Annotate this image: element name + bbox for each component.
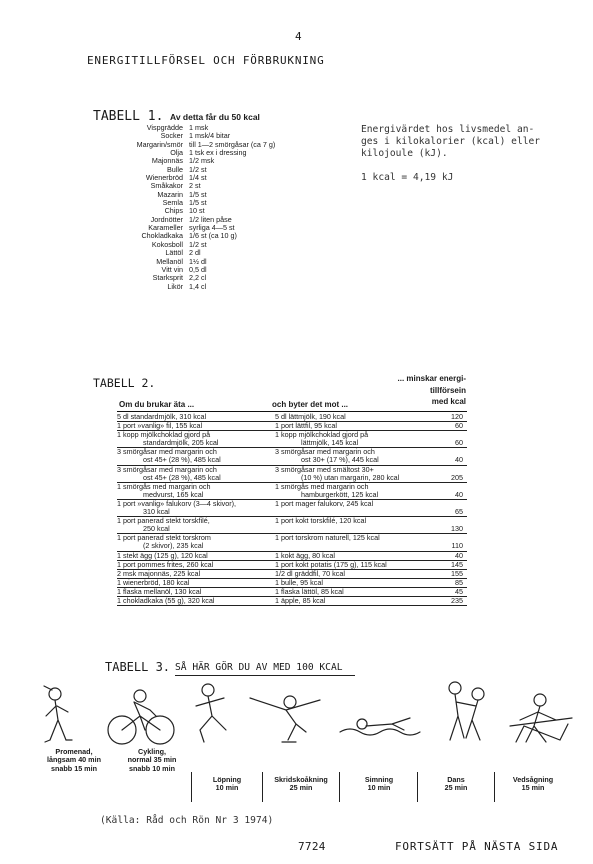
table3-title-rule	[175, 675, 355, 676]
table3-title: SÅ HÄR GÖR DU AV MED 100 KCAL	[175, 662, 343, 673]
table1-food: Starksprit	[152, 273, 183, 283]
activity-time: 15 min	[521, 783, 545, 793]
table2-current-food	[117, 466, 271, 482]
table2-row	[117, 534, 467, 551]
table1-food: Karameller	[148, 223, 183, 233]
table1-food: Margarin/smör	[136, 139, 183, 149]
table1-row	[119, 274, 309, 282]
table2-kcal-saved: 40	[455, 455, 463, 465]
table1-amount: 1 msk	[189, 123, 209, 132]
divider	[494, 772, 495, 802]
cell-line: 1 port kokt potatis (175 g), 115 kcal	[275, 559, 387, 569]
activity-skating	[263, 776, 339, 793]
table2-row	[117, 597, 467, 606]
cell-line: 2 msk majonnäs, 225 kcal	[117, 568, 201, 578]
table2-kcal-saved: 205	[451, 472, 463, 482]
cell-line: 1 äpple, 85 kcal	[275, 595, 326, 605]
activity-name: Promenad,	[55, 747, 93, 756]
table2-row	[117, 483, 467, 500]
table2-current-food	[117, 552, 271, 560]
footer-continue: FORTSÄTT PÅ NÄSTA SIDA	[395, 840, 559, 853]
table1-row	[119, 258, 309, 266]
table2-replacement-food	[271, 431, 445, 447]
table1-amount: 1/5 st	[189, 189, 207, 199]
table1-food: Småkakor	[150, 181, 183, 191]
table2-replacement-food	[271, 466, 445, 482]
table1-amount: 2,2 cl	[189, 273, 207, 283]
cell-line: 1 kopp mjölkchoklad gjord på	[117, 430, 211, 440]
table2-kcal-saved: 65	[455, 507, 463, 517]
cell-line: 1 port panerad stekt torskfilé,	[117, 516, 210, 526]
table2-kcal-saved: 40	[455, 489, 463, 499]
activity-time: snabb 10 min	[129, 763, 175, 773]
table1-amount: 1/6 st (ca 10 g)	[189, 231, 237, 241]
table2-right-header	[360, 373, 466, 408]
table1-amount: syrliga 4—5 st	[189, 223, 235, 233]
table2-row	[117, 448, 467, 465]
page-heading: ENERGITILLFÖRSEL OCH FÖRBRUKNING	[87, 54, 325, 67]
table1-food: Olja	[170, 148, 183, 158]
activity-cycling	[112, 748, 192, 773]
cell-line: medvurst, 165 kcal	[143, 489, 204, 499]
activity-swimming	[341, 776, 417, 793]
table2-current-food	[117, 413, 271, 421]
table1-amount: 1 msk/4 bitar	[189, 131, 231, 141]
table2-row	[117, 500, 467, 517]
cell-line: 1 bulle, 95 kcal	[275, 577, 323, 587]
table1-amount: 1½ dl	[189, 256, 207, 266]
activity-time: långsam 40 min	[47, 755, 101, 765]
activity-time: normal 35 min	[127, 755, 177, 765]
table2-row	[117, 466, 467, 483]
cell-line: 1 port »vanlig» falukorv (3—4 skivor),	[117, 498, 237, 508]
activity-name: Simning	[364, 775, 394, 784]
cell-line: 3 smörgåsar med margarin och	[117, 447, 217, 457]
table2-kcal-saved: 60	[455, 421, 463, 431]
table1-amount: 1/5 st	[189, 198, 207, 208]
table2-replacement-food	[271, 422, 445, 430]
table1-row	[119, 283, 309, 291]
table2-kcal-saved: 40	[455, 550, 463, 560]
cell-line: 1 stekt ägg (125 g), 120 kcal	[117, 550, 208, 560]
divider	[417, 772, 418, 802]
table2-current-food	[117, 588, 271, 596]
table2-kcal-saved: 110	[451, 541, 463, 551]
walking-figure-icon	[44, 686, 72, 742]
table2-current-food	[117, 448, 271, 464]
header-right-line: ... minskar energi-	[397, 374, 466, 383]
table2-kcal-saved: 120	[451, 412, 463, 421]
note-line: Energivärdet hos livsmedel an-	[361, 124, 535, 135]
table2-replacement-food	[271, 588, 445, 596]
cell-line: 1 kokt ägg, 80 kcal	[275, 550, 335, 560]
table1-amount: 0,5 dl	[189, 264, 207, 274]
table2-replacement-food	[271, 597, 445, 605]
table1-food: Kokosboll	[151, 239, 183, 249]
cell-line: 1 port mager falukorv, 245 kcal	[275, 498, 374, 508]
table1-amount: 2 st	[189, 181, 201, 191]
cell-line: 1 flaska mellanöl, 130 kcal	[117, 586, 202, 596]
table2-replacement-food	[271, 552, 445, 560]
cell-line: standardmjölk, 205 kcal	[143, 438, 219, 448]
cell-line: 310 kcal	[143, 507, 170, 517]
header-right-line: tillförsein	[429, 385, 466, 395]
table1-food: Vitt vin	[161, 264, 183, 274]
table1-food: Chokladkaka	[141, 231, 183, 241]
table2-current-food	[117, 517, 271, 533]
cell-line: 1 smörgås med margarin och	[117, 481, 211, 491]
activity-dancing	[419, 776, 493, 793]
activity-illustrations	[0, 680, 593, 750]
table2-kcal-saved: 130	[451, 524, 463, 534]
table2-row	[117, 431, 467, 448]
table2-current-food	[117, 597, 271, 605]
source-citation: (Källa: Råd och Rön Nr 3 1974)	[100, 815, 274, 826]
dancers-icon	[449, 682, 484, 740]
cell-line: lättmjölk, 145 kcal	[301, 438, 359, 448]
cell-line: 1 port torskrom naturell, 125 kcal	[275, 533, 380, 543]
table2-kcal-saved: 235	[451, 595, 463, 605]
table1-food: Socker	[160, 131, 183, 141]
cell-line: 1 chokladkaka (55 g), 320 kcal	[117, 595, 215, 605]
table1-amount: till 1—2 smörgåsar (ca 7 g)	[189, 139, 276, 149]
activity-time: 10 min	[367, 783, 391, 793]
table2-col1-header: Om du brukar äta ...	[119, 400, 195, 409]
table1-row	[119, 149, 309, 157]
table1-row	[119, 191, 309, 199]
table2-current-food	[117, 561, 271, 569]
header-right-line: med kcal	[431, 397, 466, 406]
table1-row	[119, 174, 309, 182]
table2-current-food	[117, 483, 271, 499]
table1-body	[119, 124, 309, 291]
cell-line: 5 dl standardmjölk, 310 kcal	[117, 412, 207, 421]
cell-line: 3 smörgåsar med margarin och	[275, 447, 375, 457]
cell-line: 1 port lättfil, 95 kcal	[275, 421, 337, 431]
table1-row	[119, 249, 309, 257]
note-line: ges i kilokalorier (kcal) eller	[361, 136, 541, 147]
activity-time: 10 min	[215, 783, 239, 793]
table1-food: Majonnäs	[151, 156, 183, 166]
cell-line: 250 kcal	[143, 524, 170, 534]
cell-line: ost 45+ (28 %), 485 kcal	[143, 472, 221, 482]
table1-row	[119, 241, 309, 249]
table1-row	[119, 182, 309, 190]
cell-line: 1 smörgås med margarin och	[275, 481, 369, 491]
divider	[191, 772, 192, 802]
table2-replacement-food	[271, 448, 445, 464]
cell-line: 1 kopp mjölkchoklad gjord på	[275, 430, 369, 440]
table1-food: Bulle	[167, 164, 183, 174]
table2-replacement-food	[271, 534, 445, 550]
table2-kcal-saved: 145	[451, 559, 463, 569]
table1-amount: 1/4 st	[189, 173, 207, 183]
skater-icon	[250, 696, 320, 742]
table2-kcal-saved: 45	[455, 586, 463, 596]
table2-current-food	[117, 422, 271, 430]
cell-line: ost 45+ (28 %), 485 kcal	[143, 455, 221, 465]
divider	[339, 772, 340, 802]
table1-amount: 1/2 st	[189, 164, 207, 174]
activity-time: snabb 15 min	[51, 763, 97, 773]
table2-row	[117, 517, 467, 534]
table2-col2-header: och byter det mot ...	[272, 400, 349, 409]
table2-replacement-food	[271, 483, 445, 499]
table2-replacement-food	[271, 500, 445, 516]
activity-name: Cykling,	[138, 747, 166, 756]
page-number: 4	[295, 30, 302, 43]
footer-code: 7724	[298, 840, 326, 853]
activity-name: Skridskoåkning	[274, 775, 328, 784]
cell-line: 3 smörgåsar med smältost 30+	[275, 464, 374, 474]
table3-label: TABELL 3.	[105, 660, 171, 674]
cell-line: 1/2 dl gräddfil, 70 kcal	[275, 568, 345, 578]
table1-food: Mazarin	[157, 189, 183, 199]
table1-amount: 1/2 liten påse	[189, 214, 232, 224]
table1-food: Jordnötter	[150, 214, 183, 224]
runner-icon	[196, 684, 226, 742]
cell-line: 1 port »vanlig» fil, 155 kcal	[117, 421, 203, 431]
cell-line: (10 %) utan margarin, 280 kcal	[301, 472, 400, 482]
table1-row	[119, 199, 309, 207]
table1-row	[119, 157, 309, 165]
table1-food: Lättöl	[165, 248, 183, 258]
table1-food: Semla	[162, 198, 183, 208]
cell-line: 5 dl lättmjölk, 190 kcal	[275, 412, 346, 421]
cell-line: 1 wienerbröd, 180 kcal	[117, 577, 190, 587]
table1-row	[119, 266, 309, 274]
table2-kcal-saved: 155	[451, 568, 463, 578]
table1-food: Chips	[164, 206, 183, 216]
table2-replacement-food	[271, 579, 445, 587]
table1-food: Wienerbröd	[145, 173, 183, 183]
table2-kcal-saved: 60	[455, 438, 463, 448]
table2-current-food	[117, 500, 271, 516]
note-line: kilojoule (kJ).	[361, 148, 448, 159]
activity-running	[194, 776, 260, 793]
table1-amount: 2 dl	[189, 248, 201, 258]
table2-kcal-saved: 85	[455, 577, 463, 587]
table1-amount: 10 st	[189, 206, 205, 216]
table1-food: Mellanöl	[156, 256, 183, 266]
table1-amount: 1 tsk ex i dressing	[189, 148, 247, 158]
cell-line: hamburgerkött, 125 kcal	[301, 489, 379, 499]
table2-label: TABELL 2.	[93, 376, 156, 390]
energy-note	[361, 124, 540, 184]
table1-amount: 1/2 st	[189, 239, 207, 249]
table1-row	[119, 232, 309, 240]
cell-line: 1 port kokt torskfilé, 120 kcal	[275, 516, 367, 526]
cell-line: 1 port pommes frites, 260 kcal	[117, 559, 214, 569]
table2-current-food	[117, 579, 271, 587]
table2-replacement-food	[271, 561, 445, 569]
kcal-conversion: 1 kcal = 4,19 kJ	[361, 172, 454, 183]
cell-line: 1 port panerad stekt torskrom	[117, 533, 211, 543]
cell-line: (2 skivor), 235 kcal	[143, 541, 204, 551]
table2-current-food	[117, 431, 271, 447]
table1-amount: 1,4 cl	[189, 281, 207, 291]
activity-sawing	[496, 776, 570, 793]
activity-name: Vedsågning	[512, 775, 554, 784]
table1-title: Av detta får du 50 kcal	[170, 112, 260, 122]
cell-line: ost 30+ (17 %), 445 kcal	[301, 455, 379, 465]
table2-body	[117, 413, 467, 606]
activity-name: Dans	[447, 775, 465, 784]
table1-food: Vispgrädde	[146, 123, 183, 132]
table1-amount: 1/2 msk	[189, 156, 215, 166]
table2-replacement-food	[271, 413, 445, 421]
table2-current-food	[117, 570, 271, 578]
cell-line: 1 flaska lättöl, 85 kcal	[275, 586, 344, 596]
activity-walking	[36, 748, 112, 773]
sawing-figure-icon	[510, 694, 572, 742]
cyclist-icon	[108, 690, 174, 744]
table2-replacement-food	[271, 570, 445, 578]
activity-name: Löpning	[212, 775, 242, 784]
table1-label: TABELL 1.	[93, 109, 164, 124]
cell-line: 3 smörgåsar med margarin och	[117, 464, 217, 474]
activity-time: 25 min	[444, 783, 468, 793]
swimmer-icon	[340, 718, 420, 735]
table2-replacement-food	[271, 517, 445, 533]
activity-time: 25 min	[289, 783, 313, 793]
table1-food: Likör	[167, 281, 183, 291]
table2-current-food	[117, 534, 271, 550]
